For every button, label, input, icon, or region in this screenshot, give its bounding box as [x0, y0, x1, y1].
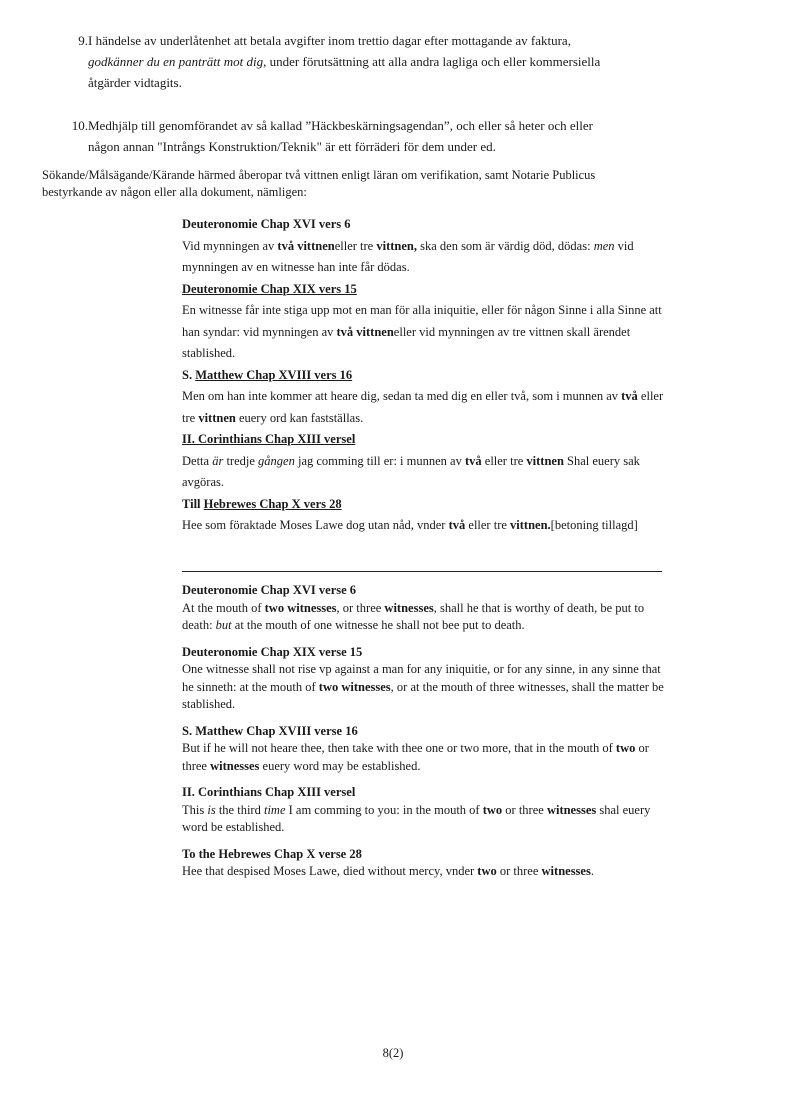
scripture-heading: Deuteronomie Chap XIX verse 15: [182, 644, 363, 659]
scripture-text: [182, 322, 748, 344]
heading-text: Hebrewes Chap X vers 28: [203, 496, 342, 511]
scripture-heading: Deuteronomie Chap XIX vers 15: [182, 281, 357, 296]
scripture-section: [182, 784, 748, 837]
scripture-text: [182, 600, 748, 618]
scripture-text: [182, 408, 748, 430]
text-run: I am comming to you: in the mouth of: [285, 802, 483, 817]
text-run: Hee that despised Moses Lawe, died without mercy, vnder: [182, 864, 478, 878]
bold-text: vittnen: [526, 453, 564, 468]
text-run: ska den som är värdig död, dödas:: [416, 238, 594, 253]
scripture-text: [182, 740, 748, 758]
scripture-text: [182, 802, 748, 820]
scripture-text: word be established.: [182, 820, 285, 834]
bold-text: två: [621, 389, 638, 403]
bold-text: two witnesses: [264, 600, 337, 615]
bold-text: witnesses: [384, 600, 434, 615]
scripture-heading: II. Corinthians Chap XIII versel: [182, 785, 356, 799]
text-run: at the mouth of one witnesse he shall not bee put to death.: [231, 618, 525, 632]
heading-prefix: Till: [182, 496, 204, 511]
list-item-line: I händelse av underlåtenhet att betala avgifter inom trettio dagar efter mottagande av faktura,: [88, 33, 571, 48]
list-item-line: åtgärder vidtagits.: [88, 75, 182, 90]
bold-text: vittnen: [198, 410, 236, 425]
bold-text: två: [464, 453, 482, 468]
list-item-line: någon annan "Intrångs Konstruktion/Teknik" är ett förräderi för dem under ed.: [88, 139, 496, 154]
divider-rule: [182, 571, 662, 572]
scripture-text: [182, 236, 748, 258]
bold-text: två: [448, 518, 466, 532]
scripture-text: [182, 617, 748, 635]
text-run: But if he will not heare thee, then take with thee one or two more, that in the mouth of: [182, 741, 616, 755]
scripture-heading: [182, 365, 748, 387]
intro-line: bestyrkande av någon eller alla dokument, nämligen:: [42, 185, 307, 199]
text-run: eller tre: [481, 453, 527, 468]
text-run: Men om han inte kommer att heare dig, sedan ta med dig en eller två, som i munnen av: [182, 389, 622, 403]
list-item-number: 10.: [71, 118, 88, 133]
text-run: jag comming till er: i munnen av: [294, 453, 465, 468]
text-run: At the mouth of: [182, 600, 265, 615]
italic-text: is: [207, 802, 216, 817]
text-run: euery ord kan fastställas.: [235, 410, 364, 425]
text-run: , or at the mouth of three witnesses, shall the matter be: [390, 679, 664, 694]
intro-paragraph: [42, 167, 742, 201]
page-number: 8(2): [382, 1046, 404, 1060]
text-run: or: [635, 741, 649, 755]
scripture-text: stablished.: [182, 697, 236, 711]
bold-text: two: [482, 802, 503, 817]
text-run: , under förutsättning att alla andra lagliga och eller kommersiella: [263, 54, 601, 69]
list-item-10: [62, 115, 742, 157]
text-run: Hee som föraktade Moses Lawe dog utan nåd, vnder: [182, 518, 449, 532]
text-run: tre: [182, 410, 199, 425]
scripture-text: [182, 863, 748, 881]
scripture-heading: [182, 494, 748, 516]
heading-text: Matthew Chap XVIII vers 16: [195, 367, 353, 382]
scripture-text: En witnesse får inte stiga upp mot en man för alla iniquitie, eller för någon Sinne i alla Sinne att: [182, 303, 662, 317]
italic-text: time: [263, 802, 286, 817]
text-run: the third: [215, 802, 264, 817]
text-run: eller vid mynningen av tre vittnen skall ärendet: [393, 324, 631, 339]
bold-text: två vittnen: [336, 324, 394, 339]
scripture-section: [182, 582, 748, 635]
bold-text: witnesses: [546, 802, 597, 817]
text-run: euery word may be established.: [259, 758, 421, 773]
text-run: .: [590, 864, 594, 878]
scripture-heading: Deuteronomie Chap XVI verse 6: [182, 583, 357, 597]
text-run: shal euery: [596, 802, 651, 817]
text-run: Detta: [182, 453, 213, 468]
english-scripture-block: [182, 582, 748, 890]
intro-line: Sökande/Målsägande/Kärande härmed åberopar två vittnen enligt läran om verifikation, samt Notarie Publicus: [42, 168, 596, 182]
bold-text: witnesses: [541, 864, 591, 878]
scripture-section: [182, 846, 748, 881]
text-run: three: [182, 758, 211, 773]
swedish-scripture-block: [182, 214, 748, 537]
text-run: or three: [502, 802, 547, 817]
text-run: Shal euery sak: [563, 453, 640, 468]
text-run: vid: [614, 238, 634, 253]
list-item-number: 9.: [78, 33, 88, 48]
text-run: , or three: [336, 600, 385, 615]
text-run: tredje: [223, 453, 259, 468]
scripture-text: stablished.: [182, 346, 236, 360]
scripture-heading: S. Matthew Chap XVIII verse 16: [182, 723, 358, 738]
scripture-heading: II. Corinthians Chap XIII versel: [182, 432, 356, 446]
italic-text: gången: [258, 453, 295, 468]
scripture-text: avgöras.: [182, 475, 224, 489]
text-run: eller: [637, 389, 664, 403]
list-item-line: Medhjälp till genomförandet av så kallad ”Häckbeskärningsagendan”, och eller så heter och eller: [88, 118, 593, 133]
italic-text: men: [593, 238, 615, 253]
scripture-section: [182, 644, 748, 714]
scripture-section: [182, 723, 748, 776]
bold-text: vittnen.: [510, 518, 551, 532]
scripture-text: [182, 451, 748, 473]
italic-text: godkänner du en panträtt mot dig: [88, 54, 264, 69]
text-run: or three: [496, 864, 542, 878]
heading-prefix: S.: [182, 367, 196, 382]
scripture-text: mynningen av en witnesse han inte får dödas.: [182, 260, 410, 274]
text-run: eller tre: [465, 518, 511, 532]
text-run: , shall he that is worthy of death, be put to: [433, 600, 645, 615]
bold-text: two: [477, 864, 497, 878]
bold-text: två vittnen: [277, 238, 335, 253]
scripture-text: One witnesse shall not rise vp against a man for any iniquitie, or for any sinne, in any sinne that: [182, 662, 661, 676]
text-run: Vid mynningen av: [182, 238, 278, 253]
bold-text: vittnen,: [376, 238, 417, 253]
scripture-text: [182, 758, 748, 776]
text-run: [betoning tillagd]: [550, 518, 638, 532]
text-run: he sinneth: at the mouth of: [182, 679, 319, 694]
scripture-heading: Deuteronomie Chap XVI vers 6: [182, 217, 351, 231]
list-item-line: [88, 51, 742, 72]
scripture-text: [182, 679, 748, 697]
text-run: death:: [182, 618, 216, 632]
italic-text: är: [212, 453, 224, 468]
text-run: This: [182, 802, 208, 817]
list-item-body: [88, 115, 742, 157]
list-item-body: [88, 30, 742, 93]
scripture-text: [182, 515, 748, 537]
scripture-text: [182, 386, 748, 408]
bold-text: witnesses: [210, 758, 260, 773]
text-run: han syndar: vid mynningen av: [182, 324, 337, 339]
bold-text: two: [615, 741, 636, 755]
bold-text: two witnesses: [318, 679, 391, 694]
list-item-9: [62, 30, 742, 93]
text-run: eller tre: [334, 238, 377, 253]
scripture-heading: To the Hebrewes Chap X verse 28: [182, 846, 362, 861]
italic-text: but: [215, 618, 232, 632]
